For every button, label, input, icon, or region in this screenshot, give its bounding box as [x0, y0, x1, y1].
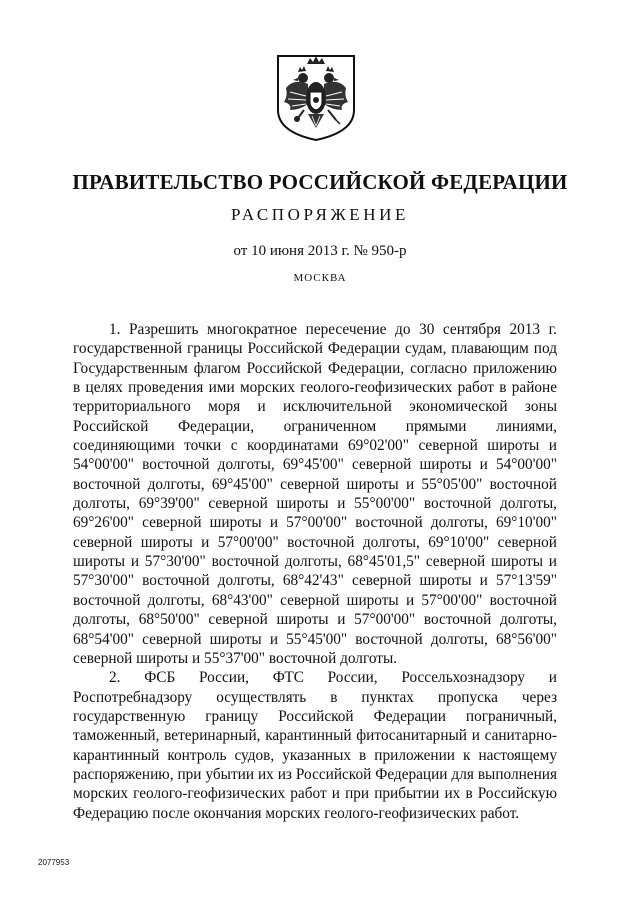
document-type: РАСПОРЯЖЕНИЕ: [230, 205, 410, 224]
paragraph-2: 2. ФСБ России, ФТС России, Россельхознадзору и Роспотребнадзору осуществлять в пунктах пропуска через государственную границу Российской Федерации пограничный, таможенный, ветеринарный, карантинный фитосанитарный и санитарно-карантинный контроль судов, указанных в приложении к настоящему распоряжению, при убытии их из Российской Федерации для выполнения морских геолого-геофизических работ и при прибытии их в Российскую Федерацию после окончания морских геолого-геофизических работ.: [73, 669, 557, 822]
document-code: 2077953: [38, 858, 70, 867]
paragraph-1: 1. Разрешить многократное пересечение до 30 сентября 2013 г. государственной границы Российской Федерации судам, плавающим под Государственным флагом Российской Федерации, согласно приложению в целях проведения ими морских геолого-геофизических работ в районе территориального моря и исключительной экономической зоны Российской Федерации, ограниченном прямыми линиями, соединяющими точки с координатами 69°02'00" северной широты и 54°00'00" восточной долготы, 69°45'00" северной широты и 54°00'00" восточной долготы, 69°45'00" северной широты и 55°05'00" восточной долготы, 69°39'00" северной широты и 55°00'00" восточной долготы, 69°26'00" северной широты и 57°00'00" восточной долготы, 69°10'00" северной широты и 57°00'00" восточной долготы, 69°10'00" северной широты и 57°30'00" восточной долготы, 68°45'01,5" северной широты и 57°30'00" восточной долготы, 68°42'43" северной широты и 57°13'59" восточной долготы, 68°43'00" северной широты и 57°00'00" восточной долготы, 68°50'00" северной широты и 57°00'00" восточной долготы, 68°54'00" северной широты и 55°45'00" восточной долготы, 68°56'00" северной широты и 55°37'00" восточной долготы.: [73, 321, 557, 667]
government-title: ПРАВИТЕЛЬСТВО РОССИЙСКОЙ ФЕДЕРАЦИИ: [72, 170, 568, 194]
document-body: [73, 320, 557, 823]
document-date-number: от 10 июня 2013 г. № 950-р: [233, 243, 407, 259]
document-city: МОСКВА: [293, 272, 347, 284]
russian-coat-of-arms-icon: [274, 52, 358, 142]
